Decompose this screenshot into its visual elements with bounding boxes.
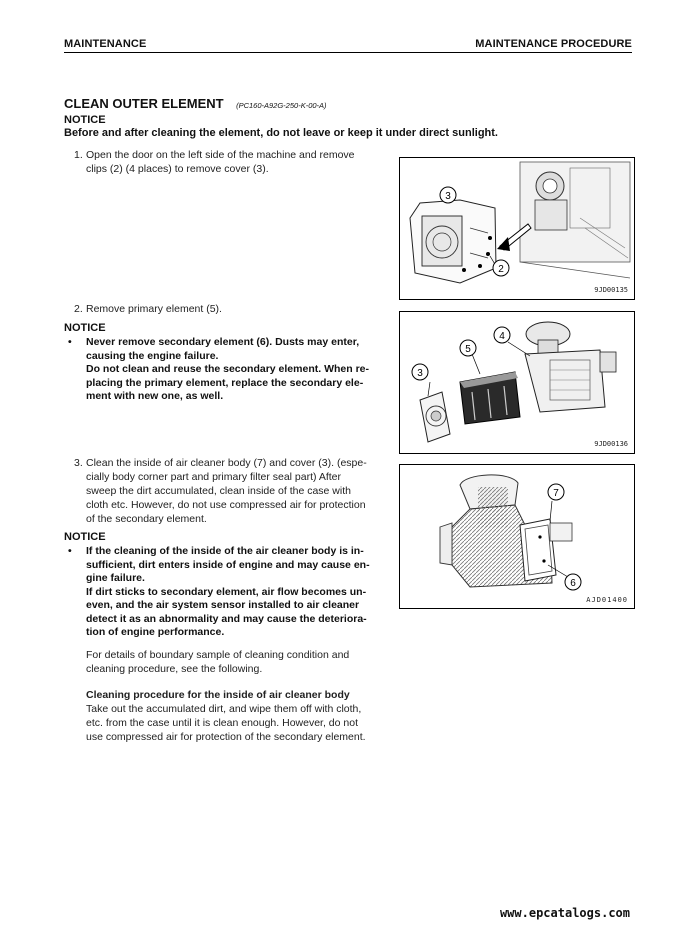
procedure-paragraph: [86, 702, 366, 744]
section-code: (PC160-A92G-250-K-00-A): [236, 101, 327, 110]
step-1-line-2: clips (2) (4 places) to remove cover (3).: [86, 163, 269, 175]
intro-notice-text: Before and after cleaning the element, do not leave or keep it under direct sunlight.: [64, 127, 498, 139]
figure-3-code: AJD01400: [586, 596, 628, 604]
callout-6: 6: [570, 578, 576, 589]
notice-label: NOTICE: [64, 114, 106, 126]
step-3-line-2: cially body corner part and primary filter seal part) After: [86, 471, 342, 483]
callout-4: 4: [499, 331, 505, 342]
section-title: CLEAN OUTER ELEMENT: [64, 96, 224, 111]
notice-label-2: NOTICE: [64, 322, 106, 334]
details-paragraph: [86, 648, 349, 676]
figure-1-code: 9JD00135: [594, 286, 628, 294]
step-1-line-1: Open the door on the left side of the machine and remove: [86, 149, 355, 161]
notice-2-line-5: ment with new one, as well.: [86, 390, 224, 402]
step-3-line-5: of the secondary element.: [86, 513, 207, 525]
figure-3-illustration: [400, 465, 634, 608]
callout-5: 5: [465, 344, 471, 355]
figure-2-illustration: [400, 312, 634, 453]
notice-3-body: [68, 545, 393, 640]
callout-3: 3: [445, 191, 451, 202]
step-3: [74, 456, 367, 526]
bullet-dot-2: •: [68, 545, 72, 557]
notice-3-line-3: gine failure.: [86, 572, 145, 584]
notice-2-line-3: Do not clean and reuse the secondary element. When re-: [86, 363, 369, 375]
callout-2: 2: [498, 264, 504, 275]
figure-air-cleaner-body: [399, 464, 635, 609]
notice-3-line-6: detect it as an abnormality and may cause the deteriora-: [86, 612, 367, 625]
notice-label-3: NOTICE: [64, 531, 106, 543]
figure-cover-removal: [399, 157, 635, 300]
callout-7: 7: [553, 488, 559, 499]
procedure-heading: Cleaning procedure for the inside of air cleaner body: [86, 689, 350, 701]
procedure-line-2: etc. from the case until it is clean enough. However, do not: [86, 717, 358, 729]
callout-3b: 3: [417, 368, 423, 379]
step-2-number: 2.: [74, 303, 83, 315]
section-title-row: [64, 95, 327, 113]
figure-1-illustration: [400, 158, 634, 299]
step-2: [74, 302, 222, 316]
notice-2-line-2: causing the engine failure.: [86, 349, 219, 362]
details-line-2: cleaning procedure, see the following.: [86, 663, 263, 675]
notice-2-line-1: Never remove secondary element (6). Dusts may enter,: [86, 336, 360, 348]
procedure-line-3: use compressed air for protection of the secondary element.: [86, 731, 366, 743]
bullet-dot: •: [68, 336, 72, 348]
footer-watermark: www.epcatalogs.com: [499, 906, 630, 920]
step-3-line-3: sweep the dirt accumulated, clean inside of the case with: [86, 485, 351, 497]
step-1: [74, 148, 355, 176]
notice-3-line-7: tion of engine performance.: [86, 626, 225, 638]
step-3-number: 3.: [74, 457, 83, 469]
notice-3-line-5: even, and the air system sensor installed to air cleaner: [86, 599, 360, 611]
step-3-line-1: Clean the inside of air cleaner body (7) and cover (3). (espe-: [86, 457, 367, 469]
notice-3-line-1: If the cleaning of the inside of the air cleaner body is in-: [86, 545, 364, 557]
procedure-line-1: Take out the accumulated dirt, and wipe them off with cloth,: [86, 703, 362, 715]
notice-2-line-4: placing the primary element, replace the secondary ele-: [86, 376, 364, 389]
step-3-line-4: cloth etc. However, do not use compressed air for protection: [86, 499, 366, 511]
header-chapter-label: MAINTENANCE PROCEDURE: [475, 38, 632, 50]
notice-2-body: [68, 336, 393, 404]
header-rule: [64, 52, 632, 53]
figure-2-code: 9JD00136: [594, 440, 628, 448]
notice-3-line-4: If dirt sticks to secondary element, air flow becomes un-: [86, 585, 367, 598]
header-section-label: MAINTENANCE: [64, 38, 147, 50]
step-1-number: 1.: [74, 149, 83, 161]
notice-3-line-2: sufficient, dirt enters inside of engine and may cause en-: [86, 558, 370, 571]
figure-element-removal: [399, 311, 635, 454]
details-line-1: For details of boundary sample of cleaning condition and: [86, 649, 350, 661]
step-2-line-1: Remove primary element (5).: [86, 303, 222, 315]
